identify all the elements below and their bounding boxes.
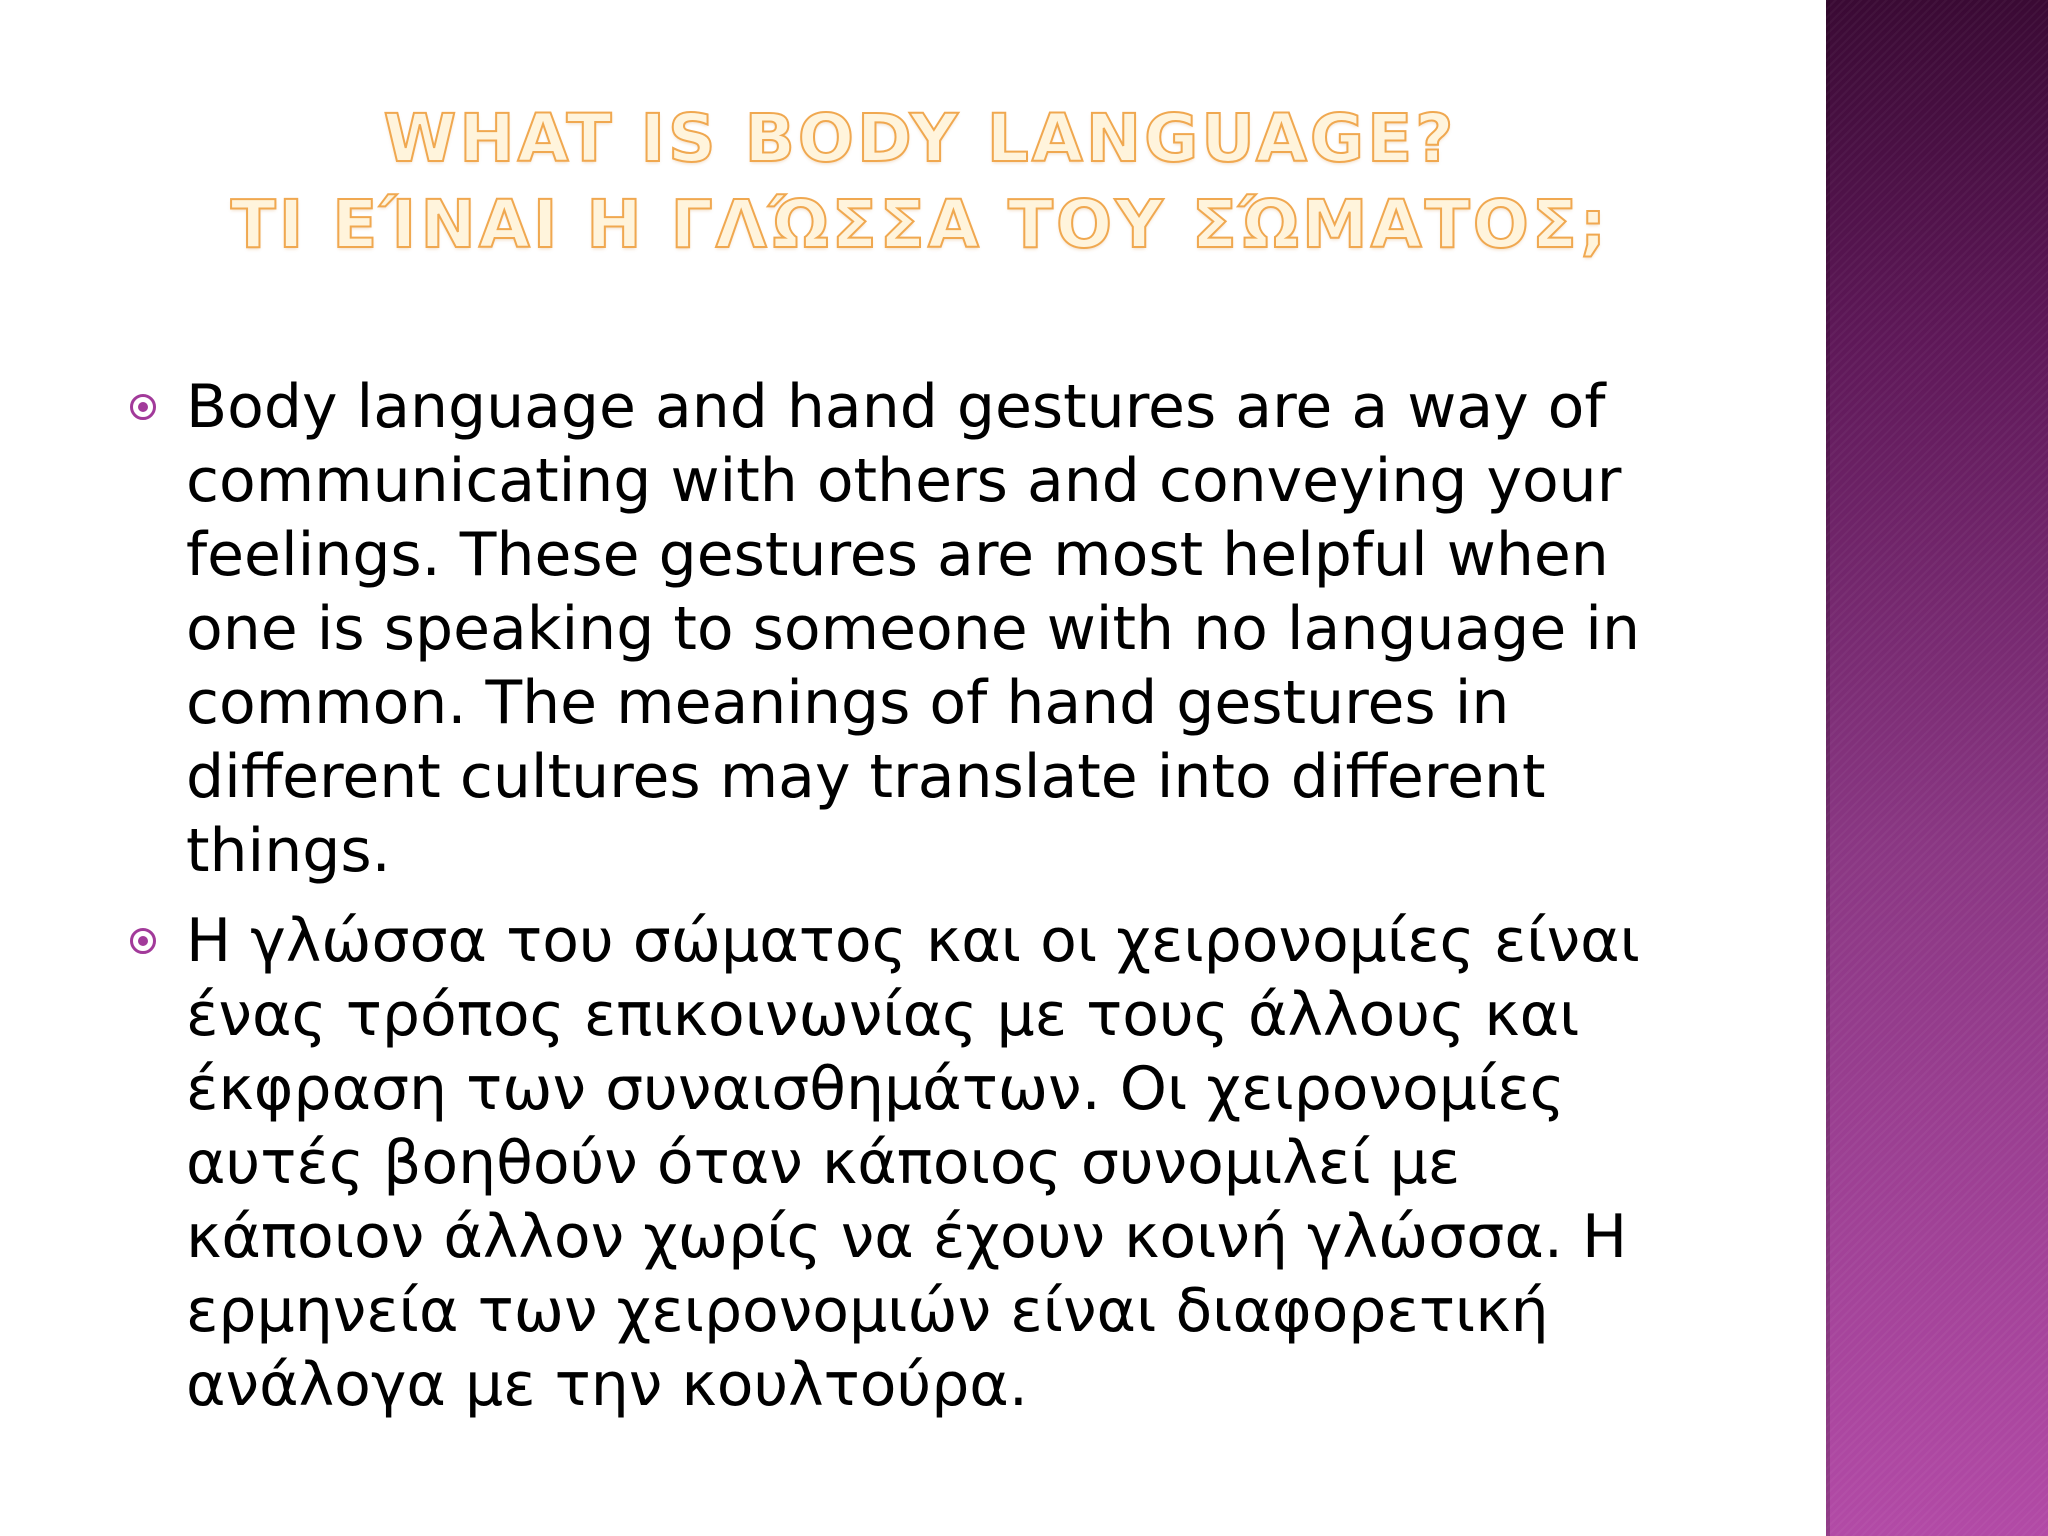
circled-dot-icon <box>130 928 156 954</box>
bullet-item-greek <box>130 904 1690 1422</box>
title-line-greek: ΤΙ ΕΊΝΑΙ Η ΓΛΏΣΣΑ ΤΟΥ ΣΏΜΑΤΟΣ; <box>230 186 1610 263</box>
decorative-side-band <box>1826 0 2048 1536</box>
slide-title <box>120 96 1720 268</box>
bullet-text: Body language and hand gestures are a way of communicating with others and conveying your feelings. These gestures are most helpful when one is speaking to someone with no language in common. The meanings of hand gestures in different cultures may translate into different things. <box>186 372 1641 886</box>
title-line-english: WHAT IS BODY LANGUAGE? <box>383 100 1457 177</box>
circled-dot-icon <box>130 394 156 420</box>
bullet-text: Η γλώσσα του σώματος και οι χειρονομίες είναι ένας τρόπος επικοινωνίας με τους άλλους και έκφραση των συναισθημάτων. Οι χειρονομίες αυτές βοηθούν όταν κάποιος συνομιλεί με κάποιον άλλον χωρίς να έχουν κοινή γλώσσα. Η ερμηνεία των χειρονομιών είναι διαφορετική ανάλογα με την κουλτούρα. <box>186 906 1640 1420</box>
bullet-item-english <box>130 370 1690 888</box>
slide-content <box>130 370 1690 1438</box>
